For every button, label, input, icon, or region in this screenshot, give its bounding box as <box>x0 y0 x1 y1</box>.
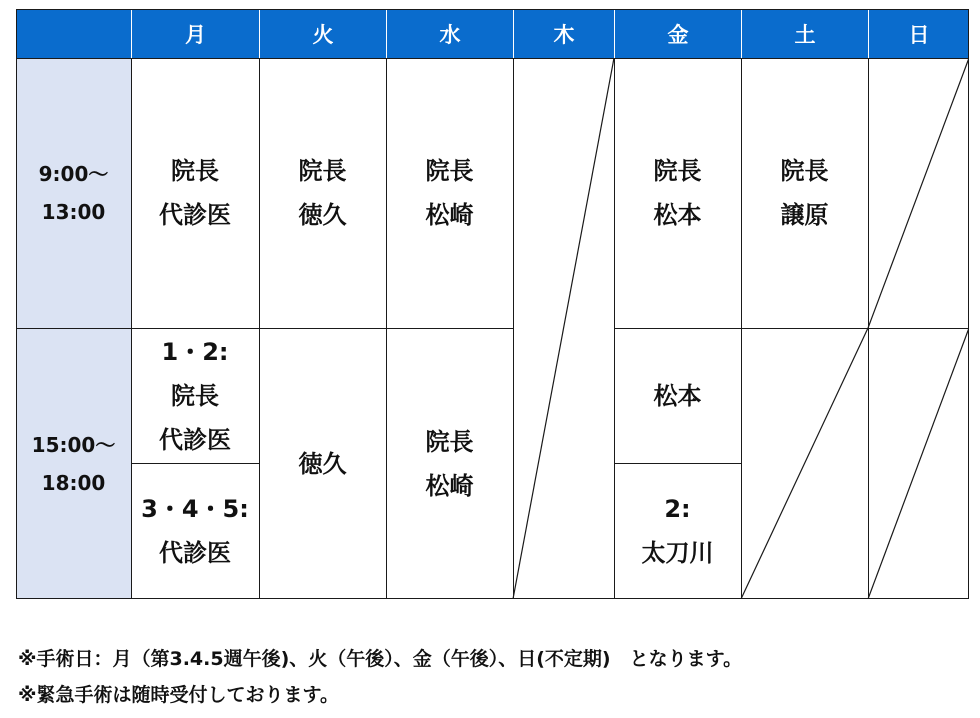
header-day-fri: 金 <box>614 9 741 58</box>
cell-mon-afternoon-week12 <box>131 328 259 463</box>
doctor-name: 徳久 <box>298 201 347 229</box>
doctor-name: 院長 <box>425 157 474 185</box>
doctor-name: 院長 <box>780 157 829 185</box>
header-corner <box>16 9 131 58</box>
header-day-thu: 木 <box>513 9 614 58</box>
emergency-note: ※緊急手術は随時受付しております。 <box>18 684 339 706</box>
time-afternoon-end: 18:00 <box>41 470 106 495</box>
time-morning-end: 13:00 <box>41 200 106 224</box>
border-bottom <box>16 598 969 599</box>
header-day-sun: 日 <box>868 9 969 58</box>
header-day-mon: 月 <box>131 9 259 58</box>
schedule-table <box>16 9 969 599</box>
week-label: 3・4・5: <box>141 495 249 523</box>
time-afternoon-start: 15:00～ <box>31 432 116 457</box>
cell-mon-afternoon-week345 <box>131 463 259 599</box>
doctor-name: 松本 <box>653 381 702 410</box>
cell-wed-afternoon <box>386 328 513 599</box>
doctor-name: 院長 <box>171 157 219 185</box>
doctor-name: 院長 <box>425 427 474 456</box>
border-left <box>16 9 17 599</box>
cell-fri-afternoon-b <box>614 463 741 599</box>
time-afternoon <box>16 328 131 599</box>
header-day-tue: 火 <box>259 9 386 58</box>
cell-fri-morning <box>614 58 741 328</box>
doctor-name: 院長 <box>653 157 702 185</box>
week-label: 1・2: <box>161 337 229 366</box>
doctor-name: 院長 <box>298 157 347 185</box>
cell-fri-afternoon-a <box>614 328 741 463</box>
doctor-name: 代診医 <box>159 425 231 454</box>
cell-tue-morning <box>259 58 386 328</box>
row-divider <box>16 328 513 329</box>
border-top <box>16 9 969 10</box>
surgery-days-note: ※手術日：月（第3.4.5週午後)、火（午後）、金（午後）、日(不定期) となります。 <box>18 648 743 670</box>
subrow-divider <box>131 463 259 464</box>
doctor-name: 代診医 <box>159 539 231 567</box>
col-divider <box>513 58 514 599</box>
cell-sat-morning <box>741 58 868 328</box>
header-divider <box>16 58 969 59</box>
header-day-sat: 土 <box>741 9 868 58</box>
doctor-name: 譲原 <box>780 201 829 229</box>
doctor-name: 院長 <box>171 381 219 410</box>
doctor-name: 代診医 <box>159 201 231 229</box>
subrow-divider <box>614 463 741 464</box>
doctor-name: 松崎 <box>425 201 474 229</box>
doctor-name: 松本 <box>653 201 702 229</box>
week-label: 2: <box>664 495 691 523</box>
cell-wed-morning <box>386 58 513 328</box>
notes <box>18 641 742 713</box>
header-day-wed: 水 <box>386 9 513 58</box>
time-morning <box>16 58 131 328</box>
row-divider <box>614 328 969 329</box>
doctor-name: 太刀川 <box>641 539 714 567</box>
cell-tue-afternoon <box>259 328 386 599</box>
doctor-name: 松崎 <box>425 471 474 500</box>
closed-mark-sat-afternoon <box>741 328 868 599</box>
doctor-name: 徳久 <box>298 449 347 478</box>
time-morning-start: 9:00～ <box>38 162 109 186</box>
closed-mark-sun-morning <box>868 58 969 328</box>
cell-mon-morning <box>131 58 259 328</box>
border-right <box>968 9 969 599</box>
closed-mark-thu <box>513 58 614 599</box>
closed-mark-sun-afternoon <box>868 328 969 599</box>
